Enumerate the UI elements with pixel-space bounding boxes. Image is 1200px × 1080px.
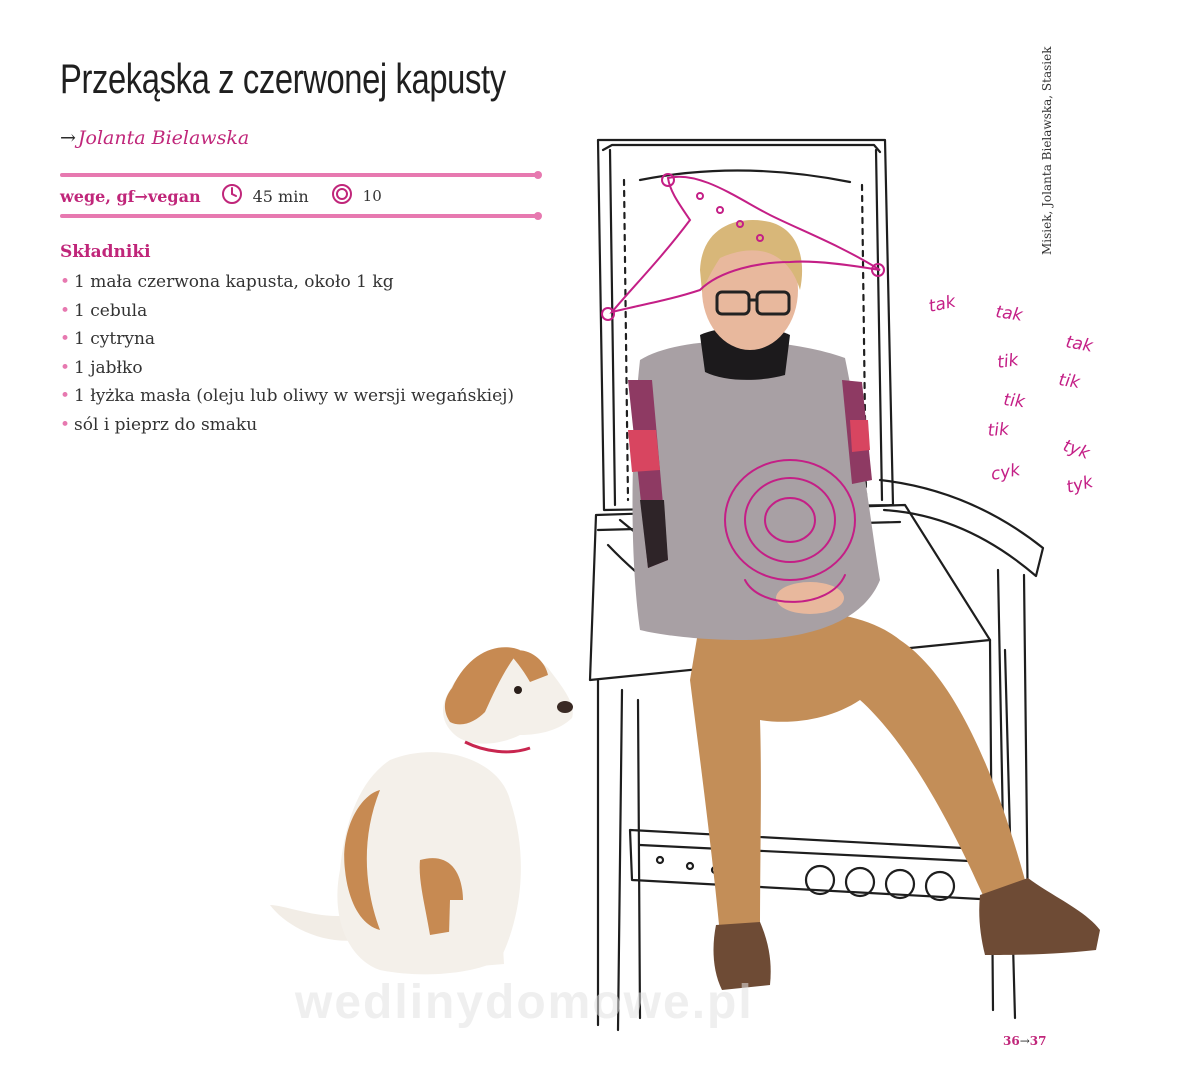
page-number-right: 37 (1029, 1034, 1047, 1048)
doodle-word: tik (1002, 390, 1026, 413)
rule-top (60, 173, 540, 177)
doodle-word: tyk (1060, 435, 1093, 464)
author-arrow: → (60, 127, 76, 149)
prep-time: 45 min (252, 186, 309, 206)
servings: 10 (362, 187, 382, 205)
doodle-word: tak (926, 291, 958, 317)
ingredient-item: • 1 cytryna (60, 329, 156, 349)
clock-icon (221, 183, 243, 209)
doodle-word: tak (1064, 332, 1095, 357)
doodle-word: cyk (989, 460, 1022, 485)
doodle-word: tyk (1064, 472, 1095, 498)
doodle-word: tik (986, 419, 1010, 441)
ingredient-item: • 1 jabłko (60, 357, 143, 378)
tick-tock-doodle (927, 291, 1096, 497)
seated-woman (628, 220, 1100, 990)
page-number-arrow: → (1019, 1034, 1030, 1048)
recipe-author (60, 127, 249, 149)
photo-credit: Misiek, Jolanta Bielawska, Stasiek (1040, 46, 1054, 255)
ingredients-heading: Składniki (60, 242, 151, 262)
rule-bottom (60, 214, 540, 218)
ingredient-item: • sól i pieprz do smaku (60, 414, 258, 435)
doodle-word: tik (1057, 370, 1082, 393)
doodle-word: tik (995, 350, 1020, 373)
doodle-word: tak (994, 302, 1024, 326)
dog-illustration (270, 647, 573, 974)
recipe-meta (60, 182, 382, 210)
page-number-left: 36 (1003, 1034, 1020, 1048)
author-name: Jolanta Bielawska (77, 127, 250, 149)
recipe-title: Przekąska z czerwonej kapusty (60, 55, 506, 102)
target-icon (331, 183, 353, 209)
ingredients-list (60, 268, 514, 439)
page-numbers (1003, 1034, 1046, 1048)
ingredient-item: • 1 cebula (60, 300, 148, 321)
ingredient-item: • 1 łyżka masła (oleju lub oliwy w wersji wegańskiej) (60, 386, 515, 406)
diet-label: wege, gf→vegan (60, 186, 201, 206)
watermark: wedlinydomowe.pl (295, 976, 754, 1029)
ingredient-item: • 1 mała czerwona kapusta, około 1 kg (60, 272, 394, 292)
